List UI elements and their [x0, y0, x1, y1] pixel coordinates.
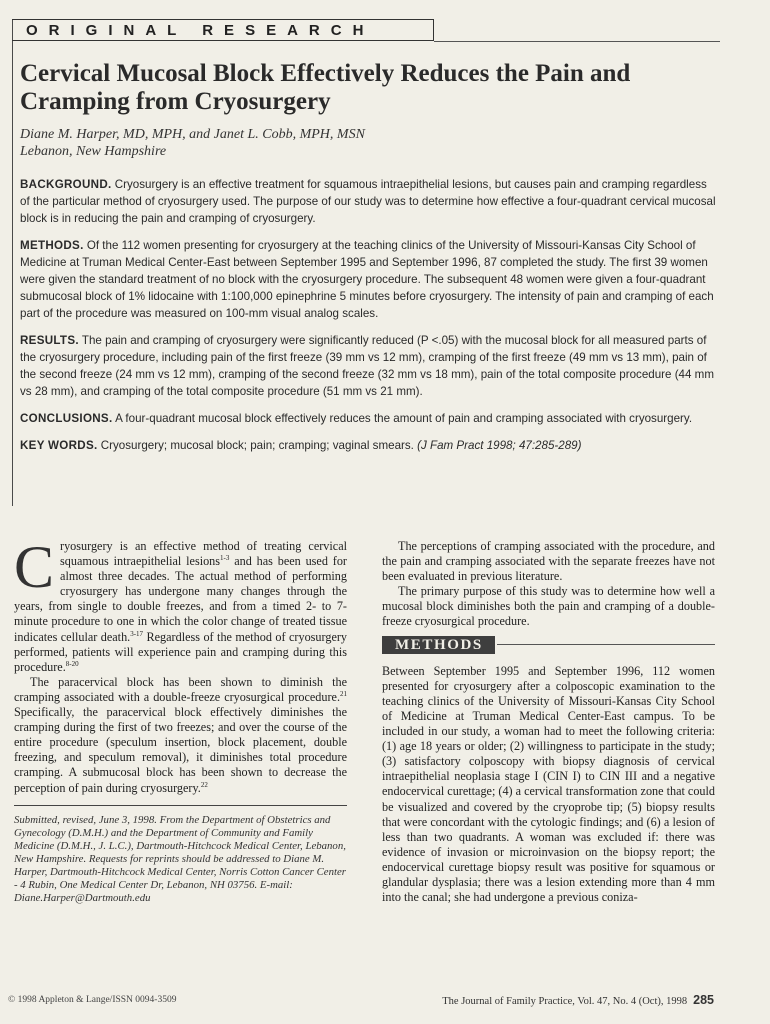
- copyright-line: © 1998 Appleton & Lange/ISSN 0094-3509: [8, 995, 177, 1005]
- results-text: The pain and cramping of cryosurgery were significantly reduced (P <.05) with the mucosal block for all measured parts of the cryosurgery procedure, including pain of the first freeze (39 mm vs 12 mm), cramping of the first freeze (49 mm vs 13 mm), pain of the second freeze (24 mm vs 12 mm), cramping of the second freeze (32 mm vs 18 mm), pain of the total composite procedure (44 mm vs 28 mm), and cramping of the total composite procedure (51 mm vs 21 mm).: [20, 334, 714, 398]
- journal-info: The Journal of Family Practice, Vol. 47, No. 4 (Oct), 1998: [442, 996, 688, 1007]
- abstract-results: [20, 332, 716, 400]
- footnote-rule: [14, 805, 347, 806]
- abstract-keywords: [20, 437, 716, 454]
- authors: Diane M. Harper, MD, MPH, and Janet L. Cobb, MPH, MSN: [20, 127, 365, 142]
- left-column: [14, 534, 348, 905]
- page-number: 285: [693, 993, 714, 1007]
- heading-rule: [497, 644, 715, 645]
- results-heading: RESULTS.: [20, 334, 79, 347]
- page-footer: [378, 993, 714, 1007]
- abstract: [20, 176, 716, 464]
- left-margin-rule: [12, 20, 13, 506]
- methods-abstract-heading: METHODS.: [20, 239, 84, 252]
- background-heading: BACKGROUND.: [20, 178, 112, 191]
- methods-paragraph-1: Between September 1995 and September 1996, 112 women presented for cryosurgery after a colposcopic examination to the teaching clinics of the University of Missouri-Kansas City School of Medicine at Truman Medical Center-East campus. To be included in our study, a woman had to meet the following criteria: (1) age 18 years or older; (2) willingness to participate in the study; (3) satisfactory colposcopy with biopsy diagnosis of cervical intraepithelial neoplasia stage I (CIN I) to CIN III and a negative endocervical curettage; (4) a cervical transformation zone that could be visualized and covered by the cryoprobe tip; (5) biopsy results that were concordant with the cytologic findings; and (6) a lesion of less than two quadrants. A woman was excluded if: there was evidence of invasion or microinvasion on the biopsy report; the endocervical curettage biopsy result was positive for squamous or glandular dysplasia; there was a lesion extending more than 4 mm into the canal; she had undergone a previous coniza-: [382, 663, 715, 905]
- reference: 3-17: [130, 629, 144, 638]
- drop-cap: C: [14, 534, 55, 600]
- reference: 21: [340, 689, 347, 698]
- header-rule: [434, 41, 720, 42]
- reference: 1-3: [220, 554, 230, 563]
- intro-paragraph-3: The perceptions of cramping associated with the procedure, and the pain and cramping associated with the separate freezes have not been evaluated in previous literature.: [382, 539, 715, 584]
- article-title: Cervical Mucosal Block Effectively Reduces the Pain and Cramping from Cryosurgery: [20, 60, 631, 115]
- submission-footnote: Submitted, revised, June 3, 1998. From the Department of Obstetrics and Gynecology (D.M.H.) and the Department of Community and Family Medicine (D.M.H., J. L.C.), Dartmouth-Hitchcock Medical Center, Lebanon, New Hampshire. Requests for reprints should be addressed to Diane M. Harper, Dartmouth-Hitchcock Medical Center, Norris Cotton Cancer Center - 4 Rubin, One Medical Center Dr, Lebanon, NH 03756. E-mail: Diane.Harper@Dartmouth.edu: [14, 813, 346, 905]
- background-text: Cryosurgery is an effective treatment for squamous intraepithelial lesions, but causes pain and cramping regardless of the particular method of cryosurgery used. The purpose of our study was to determine how effective a four-quadrant cervical mucosal block is in reducing the pain and cramping of cryosurgery.: [20, 178, 716, 225]
- abstract-conclusions: [20, 410, 716, 427]
- reference: 22: [200, 780, 208, 789]
- author-block: [20, 126, 620, 160]
- abstract-methods: [20, 237, 716, 322]
- abstract-background: [20, 176, 716, 227]
- intro-paragraph-1: Cryosurgery is an effective method of treating cervical squamous intraepithelial lesions$^{1-3}$ and has been used for almost three decades. The actual method of performing cryosurgery has undergone many changes through the years, from single to double freezes, and from a timed 2- to 7-minute procedure to one in which the color change of treated tissue indicates cellular death.$^{3-17}$ Regardless of the method of cryosurgery performed, patients will experience pain and cramping during this procedure.$^{8-20}$: [14, 534, 348, 674]
- section-banner: ORIGINAL RESEARCH: [12, 19, 434, 41]
- methods-section-header: [382, 636, 715, 654]
- intro-paragraph-4: The primary purpose of this study was to determine how well a mucosal block diminishes both the pain and cramping of a double-freeze cryosurgical procedure.: [382, 584, 715, 629]
- right-column: [382, 539, 715, 905]
- keywords-heading: KEY WORDS.: [20, 439, 98, 452]
- methods-heading: METHODS: [382, 636, 495, 654]
- conclusions-heading: CONCLUSIONS.: [20, 412, 113, 425]
- reference: 8-20: [65, 659, 79, 668]
- conclusions-text: A four-quadrant mucosal block effectively reduces the amount of pain and cramping associated with cryosurgery.: [115, 412, 693, 425]
- author-location: Lebanon, New Hampshire: [20, 144, 167, 159]
- methods-text: Of the 112 women presenting for cryosurgery at the teaching clinics of the University of Missouri-Kansas City School of Medicine at Truman Medical Center-East between September 1995 and September 1996, 87 completed the study. The first 39 women were given the standard treatment of no block with the cryosurgery procedure. The subsequent 48 women were given a four-quadrant submucosal block of 1% lidocaine with 1:100,000 epinephrine 5 minutes before cryosurgery. The intensity of pain and cramping of each part of the procedure was measured on 100-mm visual analog scales.: [20, 239, 714, 320]
- keywords-text: Cryosurgery; mucosal block; pain; cramping; vaginal smears.: [100, 439, 414, 452]
- intro-paragraph-2: The paracervical block has been shown to diminish the cramping associated with a double-freeze cryosurgical procedure.$^{21}$ Specifically, the paracervical block effectively diminishes the cramping during the first of two freezes; and over the course of the entire procedure (speculum insertion, block placement, double freezing, and speculum removal), it diminishes total procedure cramping. A submucosal block has been shown to decrease the perception of pain during cryosurgery.$^{22}$: [14, 674, 347, 795]
- journal-citation: (J Fam Pract 1998; 47:285-289): [417, 439, 582, 452]
